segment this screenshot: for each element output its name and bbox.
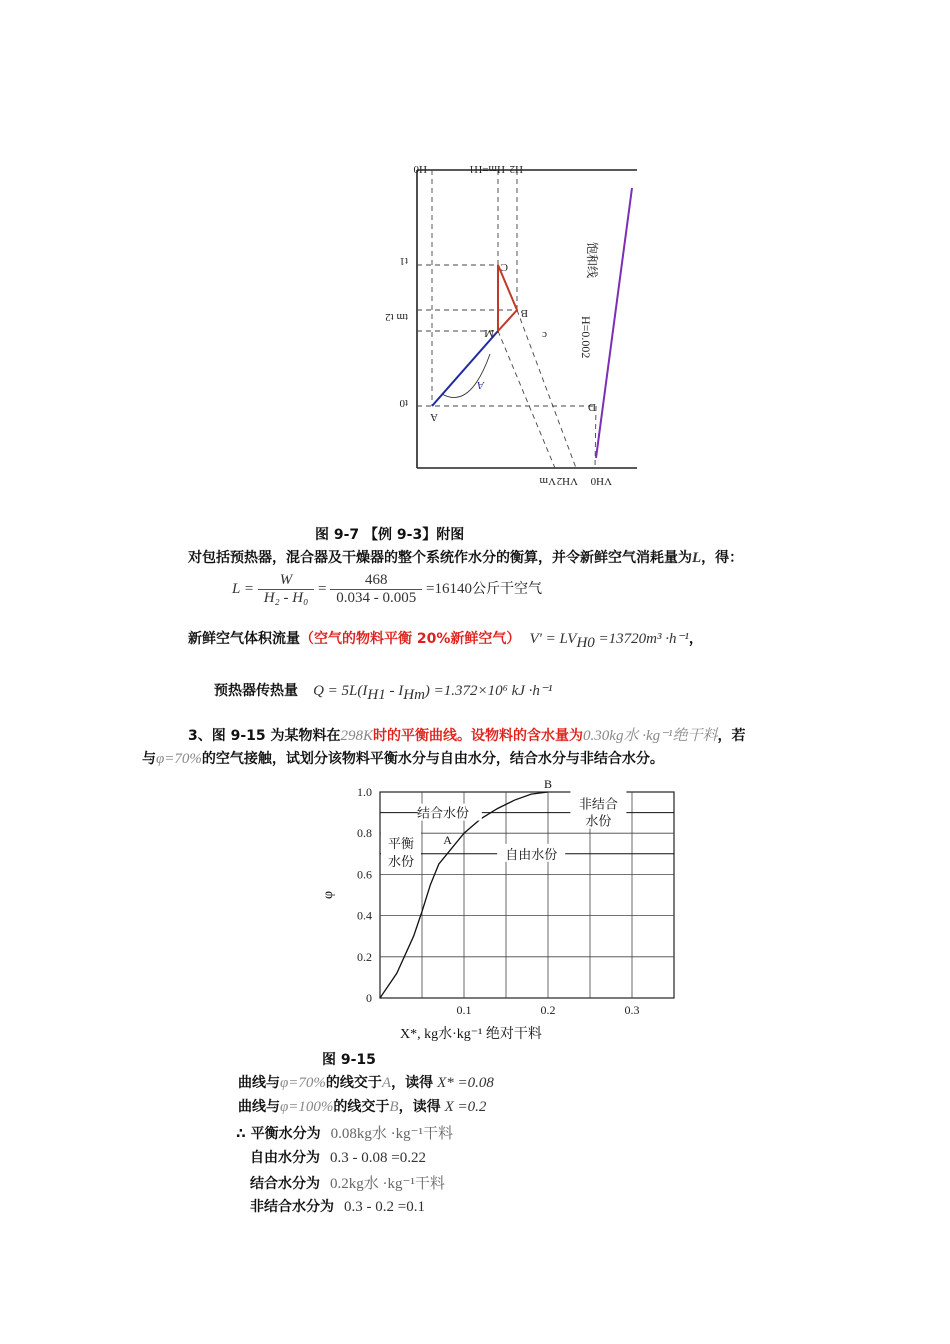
y-tick-label: 0.6 xyxy=(357,867,372,882)
vol-end: ， xyxy=(688,631,703,647)
q3-phi: φ=70% xyxy=(156,751,202,767)
x-tick-label: 0.3 xyxy=(624,1003,640,1017)
ans-b-mid: 的线交于 xyxy=(333,1099,390,1115)
res-free-value: 0.3 - 0.08 =0.22 xyxy=(330,1150,426,1166)
eq1-eq: = xyxy=(318,580,327,597)
plot-frame xyxy=(380,792,674,998)
eq1-lhs: L = xyxy=(232,580,254,597)
curve-label-h: H=0.002 xyxy=(579,316,593,359)
ans-a-read: ，读得 xyxy=(391,1075,434,1091)
equilibrium-chart xyxy=(320,772,690,1042)
res-eq-label: ∴ 平衡水分为 xyxy=(236,1126,321,1142)
heat-result: ) =1.372×10⁶ kJ ·h⁻¹ xyxy=(424,683,553,699)
res-bound-label: 结合水分为 xyxy=(250,1176,320,1192)
y-tick-label: 0 xyxy=(366,991,372,1005)
label-vh2: VH2 xyxy=(556,475,578,487)
ans-b-val: X =0.2 xyxy=(444,1099,487,1115)
vol-sub: H0 xyxy=(576,635,595,652)
eq1-num2: 468 xyxy=(330,572,422,590)
curve-label-saturation: 饱和线 xyxy=(585,242,599,279)
label-h0: H0 xyxy=(413,163,427,175)
res-unbound-value: 0.3 - 0.2 =0.1 xyxy=(344,1199,425,1215)
brace-label: A xyxy=(477,379,484,391)
label-vm: Vm xyxy=(539,475,556,487)
point-m: M xyxy=(484,327,494,339)
label-hm-h1: Hm=H1 xyxy=(468,163,505,175)
heat-sub2: Hm xyxy=(403,687,425,704)
eq-water-label-2: 水份 xyxy=(387,853,415,869)
q3-line2a: 与 xyxy=(142,751,156,767)
vol-label: 新鲜空气体积流量 xyxy=(188,631,300,647)
ans-a-pt: A xyxy=(381,1075,392,1091)
equation-air-consumption xyxy=(232,572,542,607)
q3-suffix: ，若 xyxy=(717,728,746,744)
heat-sub1: H1 xyxy=(367,687,386,704)
point-c: C xyxy=(500,261,508,273)
point-b: B xyxy=(520,307,528,319)
para1 xyxy=(188,547,743,567)
fig1-caption: 图 9-7 【例 9-3】附图 xyxy=(315,527,465,543)
eq1-result: =16140 xyxy=(426,580,472,597)
y-tick-label: 0.2 xyxy=(357,949,372,964)
q3-temp: 298K xyxy=(340,728,374,744)
q3-prefix: 3、图 9-15 为某物料在 xyxy=(188,728,341,744)
x-tick-label: 0.1 xyxy=(456,1003,472,1017)
label-h2: H2 xyxy=(509,163,523,175)
free-water-label: 自由水份 xyxy=(505,846,558,862)
result-bound xyxy=(250,1172,445,1193)
y-tick-label: 0.4 xyxy=(357,908,372,923)
q3-line2b: 的空气接触，试划分该物料平衡水分与自由水分，结合水分与非结合水分。 xyxy=(201,751,664,767)
result-equilibrium xyxy=(236,1122,453,1143)
point-c-small: c xyxy=(542,329,547,341)
res-free-label: 自由水分为 xyxy=(250,1150,320,1166)
label-vh0: VH0 xyxy=(590,475,612,487)
ans-b-pre: 曲线与 xyxy=(238,1099,280,1115)
ans-a-mid: 的线交于 xyxy=(325,1075,382,1091)
heat-formula: Q = 5L(I xyxy=(313,683,368,699)
answer-a xyxy=(238,1072,494,1092)
res-bound-value: 0.2kg水 ·kg⁻¹干料 xyxy=(330,1176,445,1192)
unbound-water-label-1: 非结合 xyxy=(578,796,618,812)
unbound-water-label-2: 水份 xyxy=(585,813,612,829)
ans-b-read: ，读得 xyxy=(398,1099,441,1115)
result-free xyxy=(250,1147,426,1167)
eq1-num1: W xyxy=(258,572,315,590)
ans-a-val: X* =0.08 xyxy=(437,1075,494,1091)
ans-a-var: φ=70% xyxy=(280,1075,326,1091)
eq1-frac1 xyxy=(258,572,315,607)
q3-red: 时的平衡曲线。设物料的含水量为 xyxy=(373,728,584,744)
eq-water-label-1: 平衡 xyxy=(387,835,415,851)
heat-label: 预热器传热量 xyxy=(214,683,298,699)
q3-line2 xyxy=(142,748,664,768)
y-tick-label: 0.8 xyxy=(357,826,372,841)
line-heat xyxy=(214,680,552,704)
bound-water-label: 结合水份 xyxy=(416,805,470,821)
fig2-caption: 图 9-15 xyxy=(322,1052,376,1068)
point-d: D xyxy=(588,401,596,413)
para1-end: ，得： xyxy=(701,550,744,566)
eq1-den1: H₂ - H₀ xyxy=(263,590,309,606)
label-tm-t2: tm t2 xyxy=(385,311,408,323)
line-volume xyxy=(188,628,703,652)
answer-b xyxy=(238,1096,486,1116)
vol-note: （空气的物料平衡 20%新鲜空气） xyxy=(300,631,521,647)
label-t0: t0 xyxy=(399,397,408,409)
ans-b-var: φ=100% xyxy=(280,1099,334,1115)
para1-var: L xyxy=(692,550,702,566)
label-t1: t1 xyxy=(399,255,408,267)
vol-result: =13720m³ ·h⁻¹ xyxy=(594,631,689,647)
result-unbound xyxy=(250,1196,425,1216)
y-tick-label: 1.0 xyxy=(357,785,372,799)
y-axis-label: φ xyxy=(321,890,336,900)
point-a: A xyxy=(430,411,438,423)
point-a-label: A xyxy=(443,832,452,847)
point-b-label: B xyxy=(544,777,553,791)
res-unbound-label: 非结合水分为 xyxy=(250,1199,334,1215)
eq1-frac2 xyxy=(330,572,422,607)
res-eq-value: 0.08kg水 ·kg⁻¹干料 xyxy=(330,1126,454,1142)
humidity-diagram xyxy=(380,118,650,500)
vol-formula: V' = LV xyxy=(529,631,577,647)
heat-mid: - I xyxy=(385,683,404,699)
ans-a-pre: 曲线与 xyxy=(238,1075,280,1091)
q3-water: 0.30kg水 ·kg⁻¹绝干料 xyxy=(583,728,718,744)
eq1-unit: 公斤干空气 xyxy=(471,580,542,597)
x-axis-label: X*, kg水·kg⁻¹ 绝对干料 xyxy=(400,1027,542,1042)
para1-text: 对包括预热器，混合器及干燥器的整个系统作水分的衡算，并令新鲜空气消耗量为 xyxy=(188,550,692,566)
eq1-den2: 0.034 - 0.005 xyxy=(336,590,417,606)
ans-b-pt: B xyxy=(389,1099,399,1115)
x-tick-label: 0.2 xyxy=(540,1003,556,1017)
q3-line1 xyxy=(188,724,746,745)
